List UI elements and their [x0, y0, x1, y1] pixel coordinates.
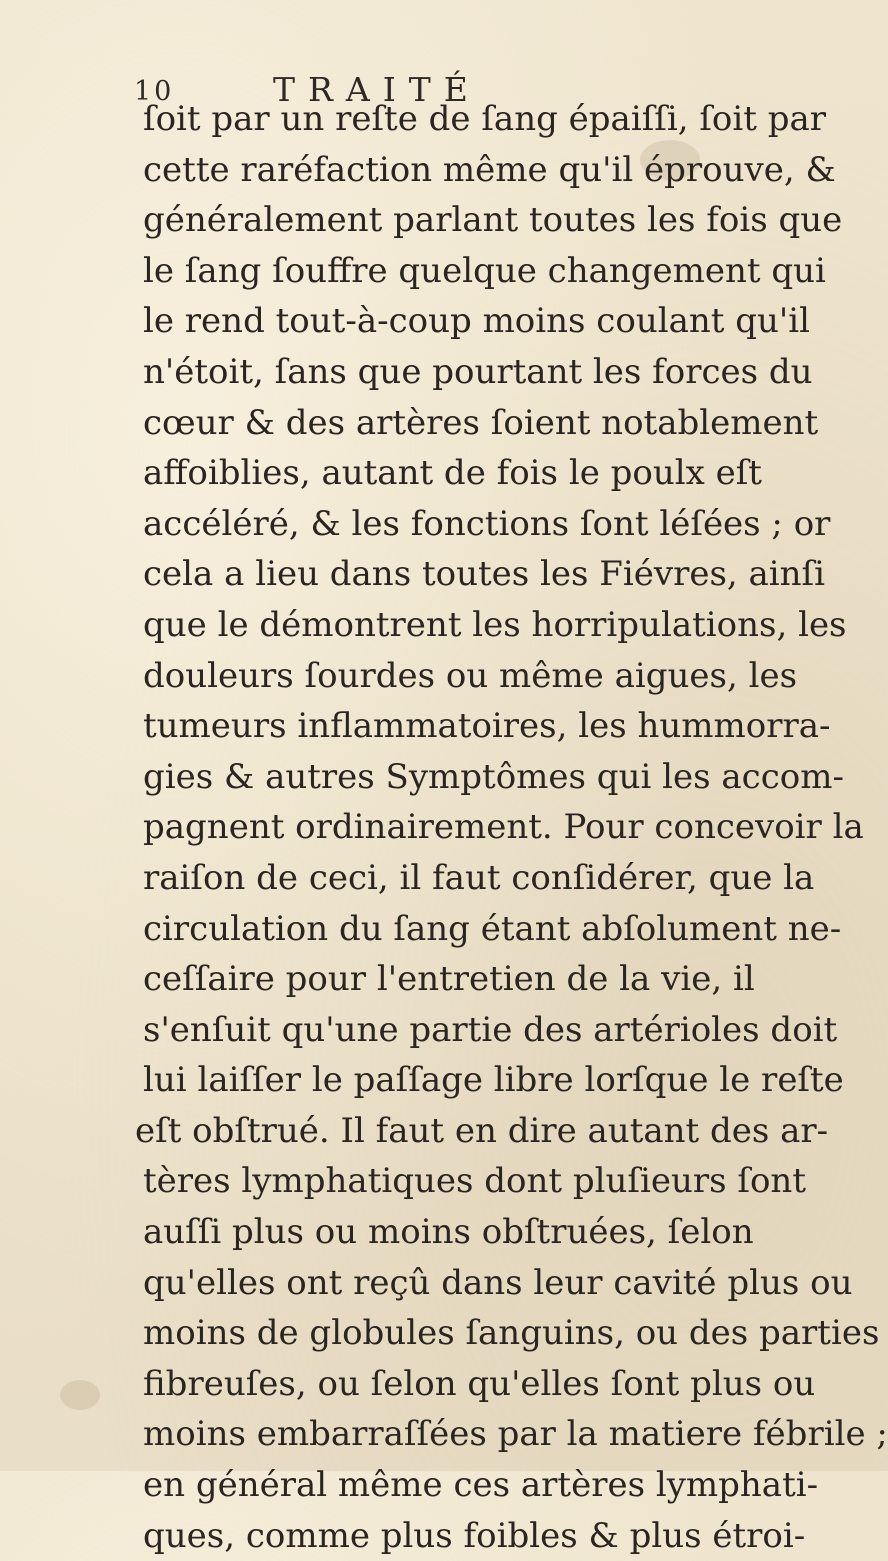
text-line: cela a lieu dans toutes les Fiévres, ainſi	[143, 554, 826, 595]
text-line: raiſon de ceci, il faut conſidérer, que la	[143, 857, 815, 898]
text-line: s'enſuit qu'une partie des artérioles doit	[143, 1009, 838, 1050]
paper-stain	[60, 1380, 100, 1410]
text-line: eſt obſtrué. Il faut en dire autant des ar-	[135, 1110, 829, 1151]
text-line: tères lymphatiques dont pluſieurs ſont	[143, 1161, 806, 1202]
text-line: le ſang ſouffre quelque changement qui	[143, 250, 826, 291]
text-line: ſoit par un reſte de ſang épaiſſi, ſoit par	[143, 99, 827, 139]
text-line: que le démontrent les horripulations, les	[143, 604, 847, 645]
running-head-title: TRAITÉ	[273, 70, 481, 109]
text-line: n'étoit, ſans que pourtant les forces du	[143, 351, 813, 392]
body-text	[135, 94, 888, 1561]
text-line: le rend tout-à-coup moins coulant qu'il	[143, 301, 810, 342]
text-line: douleurs ſourdes ou même aigues, les	[143, 655, 798, 696]
text-line: généralement parlant toutes les fois que	[143, 200, 843, 241]
text-line: auſſi plus ou moins obſtruées, ſelon	[143, 1212, 754, 1253]
page-number: 10	[134, 76, 175, 107]
text-line: affoiblies, autant de fois le poulx eſt	[143, 453, 762, 494]
text-line: fibreuſes, ou ſelon qu'elles ſont plus ou	[143, 1363, 816, 1404]
text-line: tumeurs inflammatoires, les hummorra-	[143, 706, 831, 747]
text-line: pagnent ordinairement. Pour concevoir la	[143, 807, 864, 848]
text-line: gies & autres Symptômes qui les accom-	[143, 756, 844, 797]
text-line: en général même ces artères lymphati-	[143, 1465, 819, 1506]
text-line: circulation du ſang étant abſolument ne-	[143, 908, 842, 949]
text-line: qu'elles ont reçû dans leur cavité plus ou	[143, 1262, 853, 1303]
text-line: ques, comme plus foibles & plus étroi-	[143, 1515, 806, 1556]
text-line: cœur & des artères ſoient notablement	[143, 402, 819, 443]
text-line: moins de globules ſanguins, ou des parties	[143, 1313, 880, 1354]
text-line: accéléré, & les fonctions ſont léſées ; or	[143, 503, 831, 544]
text-line: ceſſaire pour l'entretien de la vie, il	[143, 959, 755, 1000]
text-line: lui laiſſer le paſſage libre lorſque le reſte	[143, 1060, 844, 1101]
text-line: moins embarraſſées par la matiere fébrile ;	[143, 1414, 888, 1455]
text-line: cette raréfaction même qu'il éprouve, &	[143, 149, 836, 190]
